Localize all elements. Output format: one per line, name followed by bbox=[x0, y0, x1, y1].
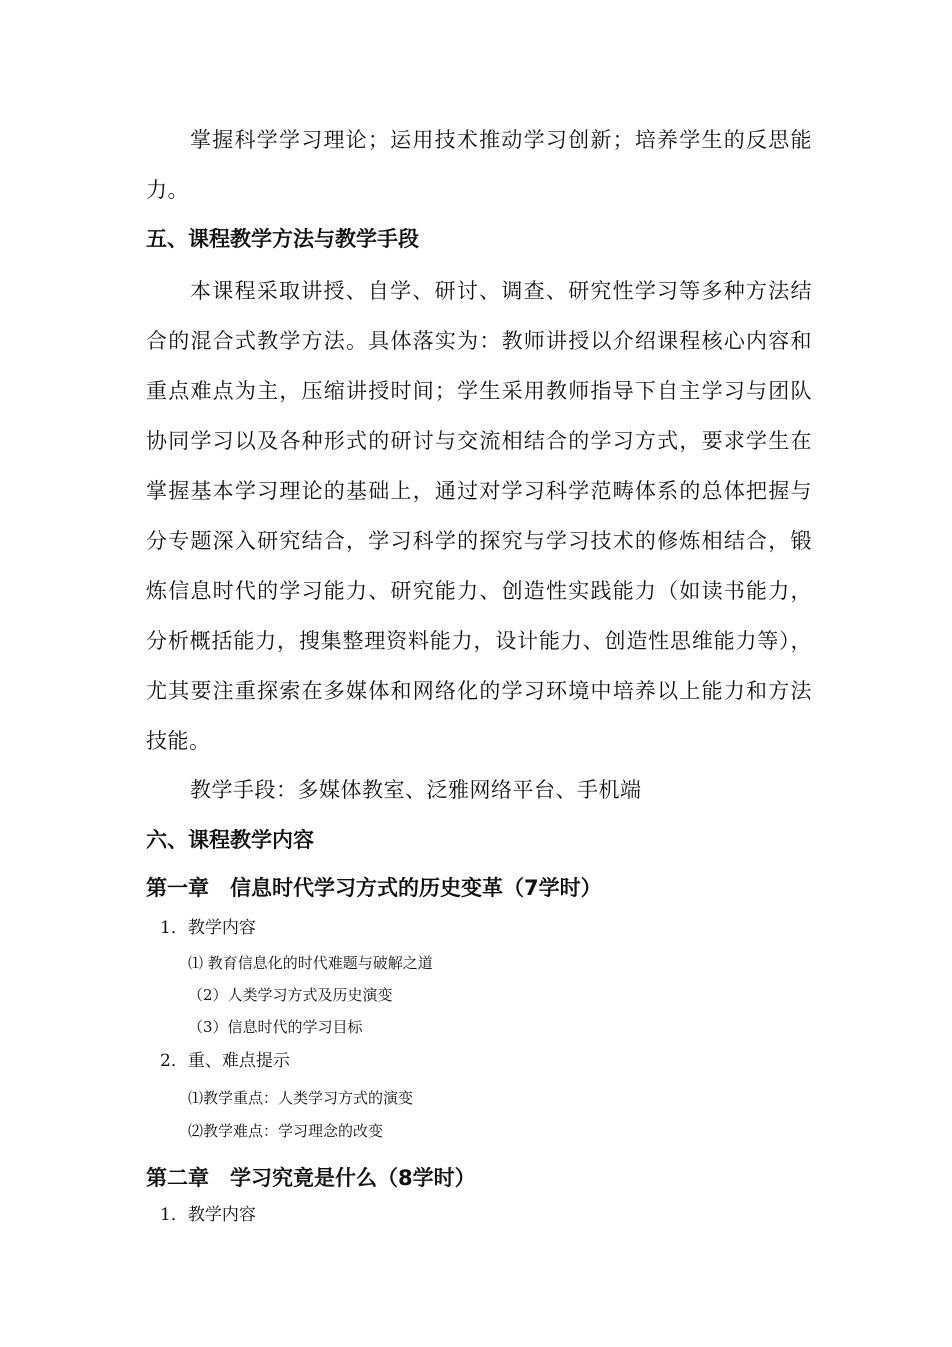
section-5-heading: 五、课程教学方法与教学手段 bbox=[146, 227, 419, 251]
section-5-body: 本课程采取讲授、自学、研讨、调查、研究性学习等多种方法结合的混合式教学方法。具体落实为：教师讲授以介绍课程核心内容和重点难点为主，压缩讲授时间；学生采用教师指导下自主学习与团队协同学习以及各种形式的研讨与交流相结合的学习方式，要求学生在掌握基本学习理论的基础上，通过对学习科学范畴体系的总体把握与分专题深入研究结合，学习科学的探究与学习技术的修炼相结合，锻炼信息时代的学习能力、研究能力、创造性实践能力（如读书能力，分析概括能力，搜集整理资料能力，设计能力、创造性思维能力等），尤其要注重探索在多媒体和网络化的学习环境中培养以上能力和方法技能。 bbox=[146, 279, 812, 753]
chapter-1-content-item: （2）人类学习方式及历史演变 bbox=[188, 986, 393, 1004]
chapter-1-content-item: （3）信息时代的学习目标 bbox=[188, 1018, 363, 1036]
chapter-2-content-label: 1．教学内容 bbox=[160, 1205, 256, 1225]
teaching-means: 教学手段：多媒体教室、泛雅网络平台、手机端 bbox=[190, 778, 642, 802]
intro-paragraph: 掌握科学学习理论；运用技术推动学习创新；培养学生的反思能力。 bbox=[146, 128, 812, 202]
chapter-1-content-label: 1．教学内容 bbox=[160, 918, 256, 938]
chapter-2-title: 第二章 学习究竟是什么（8学时） bbox=[146, 1166, 476, 1190]
chapter-1-title: 第一章 信息时代学习方式的历史变革（7学时） bbox=[146, 876, 602, 900]
section-6-heading: 六、课程教学内容 bbox=[146, 828, 314, 852]
chapter-1-key-item: ⑵教学难点：学习理念的改变 bbox=[188, 1122, 384, 1140]
chapter-1-key-item: ⑴教学重点：人类学习方式的演变 bbox=[188, 1089, 414, 1107]
chapter-1-content-item: ⑴ 教育信息化的时代难题与破解之道 bbox=[188, 954, 433, 972]
chapter-1-key-label: 2．重、难点提示 bbox=[160, 1051, 290, 1071]
